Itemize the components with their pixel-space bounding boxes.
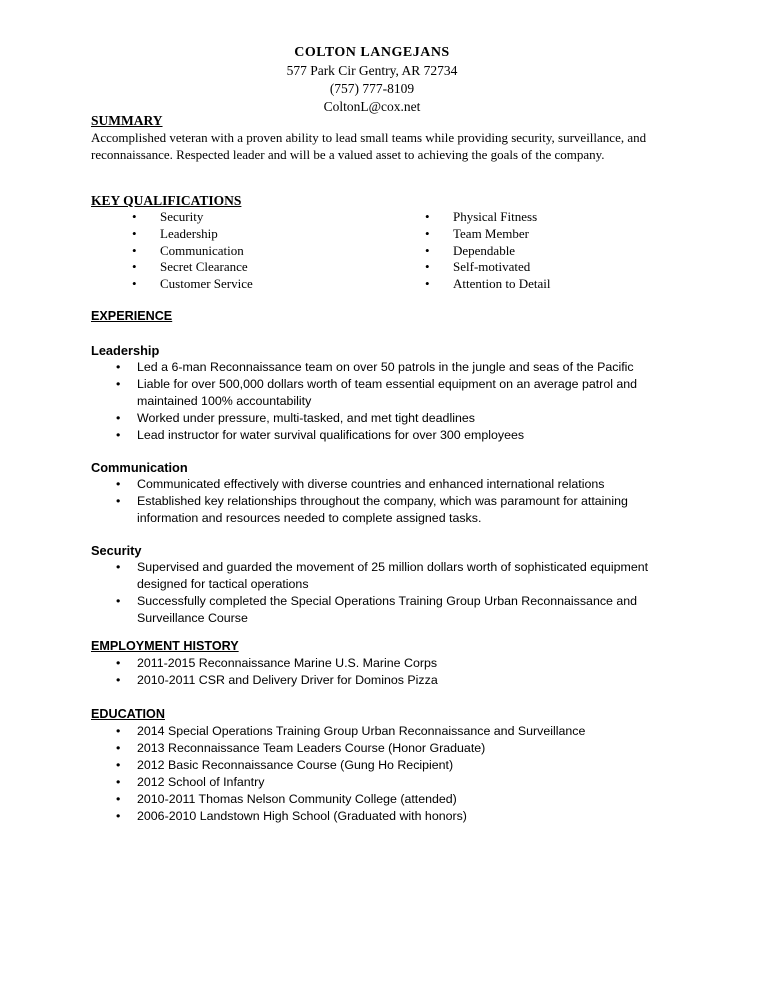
list-item: • Supervised and guarded the movement of 25 million dollars worth of sophisticated equipment designed for tactical operations (91, 559, 691, 593)
candidate-name: COLTON LANGEJANS (294, 45, 450, 60)
experience-section (91, 308, 691, 625)
experience-group-communication (91, 459, 691, 527)
list-item: • Self-motivated (425, 259, 550, 276)
list-item: • Lead instructor for water survival qualifications for over 300 employees (91, 427, 691, 444)
group-heading: Communication (91, 460, 188, 475)
list-item: • Liable for over 500,000 dollars worth of team essential equipment on an average patrol and maintained 100% accountability (91, 376, 691, 410)
list-item: • Communicated effectively with diverse countries and enhanced international relations (91, 476, 691, 493)
list-item: • Team Member (425, 226, 550, 243)
key-qualifications-section (91, 192, 691, 299)
list-item: • Worked under pressure, multi-tasked, and met tight deadlines (91, 410, 691, 427)
summary-text: Accomplished veteran with a proven ability to lead small teams while providing security, surveillance, and reconnaissance. Respected leader and will be a valued asset to achieving the goals of the company. (91, 130, 647, 162)
list-item: • Successfully completed the Special Operations Training Group Urban Reconnaissance and Surveillance Course (91, 593, 691, 627)
resume-header (0, 44, 744, 116)
list-item: • Attention to Detail (425, 276, 550, 293)
list-item: • Established key relationships throughout the company, which was paramount for attaining information and resources needed to complete assigned tasks. (91, 493, 691, 527)
employment-history-section (91, 638, 691, 689)
summary-title: SUMMARY (91, 113, 163, 128)
list-item: • Security (132, 209, 253, 226)
list-item: • Secret Clearance (132, 259, 253, 276)
qualifications-right-list (425, 209, 550, 293)
list-item: • 2013 Reconnaissance Team Leaders Course (Honor Graduate) (91, 740, 691, 757)
list-item: • 2012 Basic Reconnaissance Course (Gung Ho Recipient) (91, 757, 691, 774)
list-item: • Communication (132, 243, 253, 260)
list-item: • Physical Fitness (425, 209, 550, 226)
key-qualifications-title: KEY QUALIFICATIONS (91, 193, 242, 208)
education-title: EDUCATION (91, 707, 165, 721)
list-item: • Led a 6-man Reconnaissance team on over 50 patrols in the jungle and seas of the Pacific (91, 359, 691, 376)
group-heading: Security (91, 543, 142, 558)
list-item: • 2006-2010 Landstown High School (Graduated with honors) (91, 808, 691, 825)
list-item: • 2010-2011 Thomas Nelson Community College (attended) (91, 791, 691, 808)
list-item: • Leadership (132, 226, 253, 243)
list-item: • 2012 School of Infantry (91, 774, 691, 791)
summary-section (91, 112, 691, 163)
employment-history-title: EMPLOYMENT HISTORY (91, 639, 239, 653)
list-item: • Customer Service (132, 276, 253, 293)
experience-group-leadership (91, 342, 691, 444)
qualifications-left-list (132, 209, 253, 293)
list-item: • 2014 Special Operations Training Group Urban Reconnaissance and Surveillance (91, 723, 691, 740)
list-item: • Dependable (425, 243, 550, 260)
group-heading: Leadership (91, 343, 160, 358)
experience-title: EXPERIENCE (91, 309, 173, 323)
education-section (91, 706, 691, 825)
phone-line: (757) 777-8109 (329, 81, 415, 96)
list-item: • 2010-2011 CSR and Delivery Driver for Dominos Pizza (91, 672, 691, 689)
experience-group-security (91, 542, 691, 627)
email-line: ColtonL@cox.net (323, 99, 421, 114)
list-item: • 2011-2015 Reconnaissance Marine U.S. Marine Corps (91, 655, 691, 672)
address-line: 577 Park Cir Gentry, AR 72734 (286, 63, 458, 78)
